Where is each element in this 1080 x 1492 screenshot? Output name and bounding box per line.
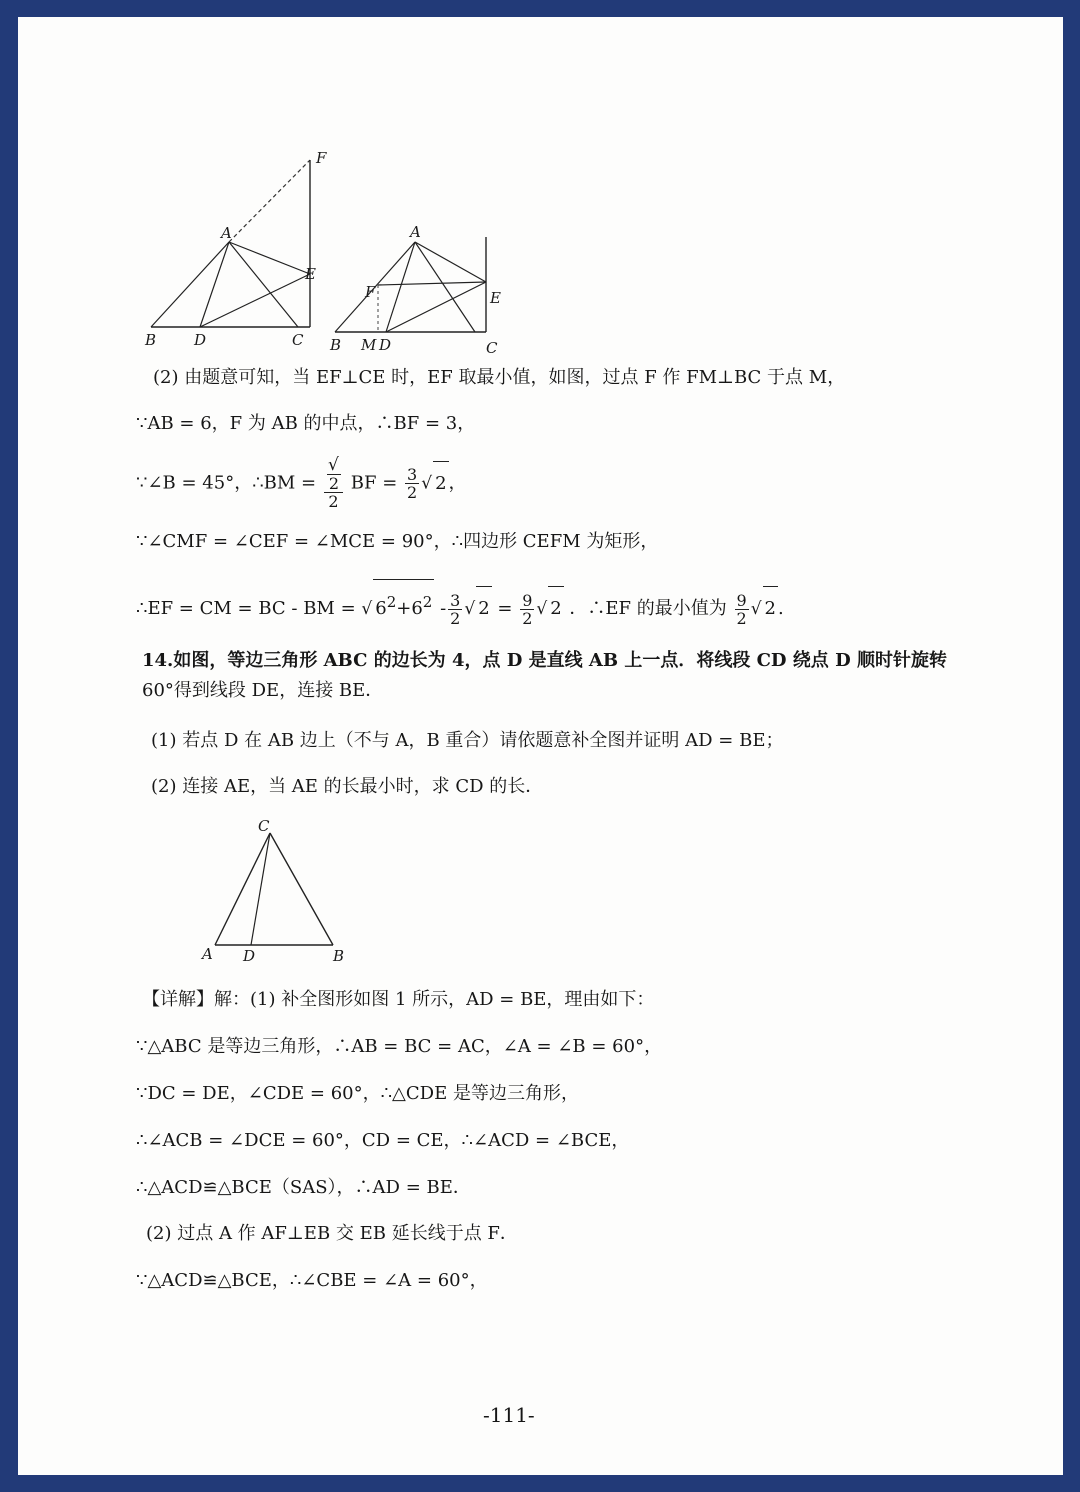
label-B: B: [330, 336, 342, 354]
label-F: F: [365, 283, 376, 301]
q14-stem-line2: 60°得到线段 DE，连接 BE．: [142, 680, 384, 701]
fraction-sqrt2-over-2: √ 2 2: [324, 457, 343, 510]
sol2-line3: ∵∠B = 45°，∴BM = √ 2 2 BF = $\frac{3}{2}$ √ 2 ，: [136, 455, 467, 511]
label-A: A: [410, 223, 421, 241]
figure-equilateral-triangle: [198, 817, 368, 967]
radical-expression: $6^2+6^2$: [373, 579, 434, 631]
sol2-line1: (2) 由题意可知，当 EF⊥CE 时，EF 取最小值，如图，过点 F 作 FM⊥BC 于点 M，: [153, 367, 846, 388]
document-page: [18, 17, 1063, 1475]
detail-line7: ∵△ACD≌△BCE，∴∠CBE = ∠A = 60°，: [136, 1270, 488, 1291]
label-M: M: [361, 336, 377, 354]
label-E: E: [490, 289, 501, 307]
detail-line1: 【详解】解：(1) 补全图形如图 1 所示，AD = BE，理由如下：: [142, 989, 655, 1010]
label-E: E: [305, 265, 316, 283]
fraction-3-over-2: $\frac{3}{2}$: [407, 465, 418, 502]
label-A: A: [202, 945, 213, 963]
q14-part2: (2) 连接 AE，当 AE 的长最小时，求 CD 的长．: [151, 776, 544, 797]
detail-line6: (2) 过点 A 作 AF⊥EB 交 EB 延长线于点 F．: [146, 1223, 518, 1244]
page-number: -111-: [483, 1403, 535, 1427]
label-D: D: [194, 331, 207, 349]
detail-line4: ∴∠ACB = ∠DCE = 60°，CD = CE，∴∠ACD = ∠BCE，: [136, 1130, 630, 1151]
label-B: B: [145, 331, 157, 349]
q14-part1: (1) 若点 D 在 AB 边上（不与 A，B 重合）请依题意补全图并证明 AD = BE；: [151, 730, 784, 751]
label-C: C: [486, 339, 498, 357]
detail-line5: ∴△ACD≌△BCE（SAS），∴AD = BE．: [136, 1177, 471, 1198]
label-D: D: [379, 336, 392, 354]
label-B: B: [333, 947, 345, 965]
detail-line3: ∵DC = DE，∠CDE = 60°，∴△CDE 是等边三角形，: [136, 1083, 579, 1104]
figure-right-triangle: [323, 217, 523, 357]
detail-line2: ∵△ABC 是等边三角形，∴AB = BC = AC，∠A = ∠B = 60°，: [136, 1036, 663, 1057]
sol2-line4: ∵∠CMF = ∠CEF = ∠MCE = 90°，∴四边形 CEFM 为矩形，: [136, 531, 659, 552]
label-D: D: [243, 947, 256, 965]
sol2-line2: ∵AB = 6，F 为 AB 的中点，∴BF = 3，: [136, 413, 476, 434]
label-F: F: [316, 149, 327, 167]
label-C: C: [258, 817, 270, 835]
label-C: C: [292, 331, 304, 349]
label-A: A: [221, 224, 232, 242]
q14-stem-line1: 14.如图，等边三角形 ABC 的边长为 4，点 D 是直线 AB 上一点．将线段 CD 绕点 D 顺时针旋转: [142, 650, 947, 671]
sol2-line5: ∴EF = CM = BC - BM = √ $6^2+6^2$ - $\frac{3}{2}$ √ 2 = $\frac{9}{2}$ √ 2 ．∴EF 的最小值为 $\frac{9}{2}$ √ 2 .: [136, 579, 784, 623]
